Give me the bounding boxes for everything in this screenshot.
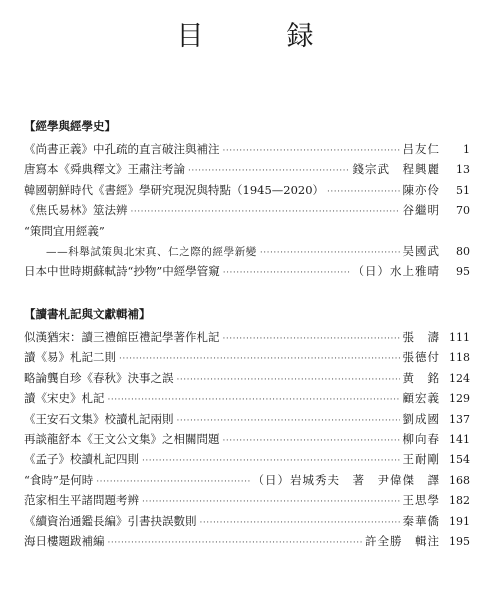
toc-section-notes [24, 305, 470, 551]
toc-entry-title: 《王安石文集》校讀札記兩則 [24, 411, 174, 426]
dot-leader [142, 492, 400, 510]
toc-entry-author: 秦華僑 [402, 513, 440, 528]
toc-entry[interactable] [24, 470, 470, 490]
dot-leader [142, 451, 400, 469]
toc-entry-title: 唐寫本《舜典釋文》王肅注考論 [24, 162, 185, 177]
toc-entry-title: 《尚書正義》中孔疏的直言破注與補注 [24, 142, 220, 156]
toc-entry-page-number: 129 [449, 392, 470, 406]
toc-entry-title: 略論龔自珍《春秋》決事之誤 [24, 370, 174, 385]
toc-entry[interactable] [24, 221, 470, 241]
toc-entry-title: 讀《易》札記二則 [24, 350, 116, 365]
toc-entry[interactable] [24, 159, 470, 179]
toc-entry[interactable] [24, 241, 470, 261]
toc-entry-title: 日本中世時期蘇軾詩“抄物”中經學管窺 [24, 264, 220, 279]
toc-entry-page-number: 118 [449, 351, 470, 365]
toc-entry-page-number: 70 [456, 204, 470, 218]
toc-entry-author: 王思學 [402, 493, 440, 508]
toc-entry[interactable] [24, 368, 470, 388]
toc-entry-page-number: 154 [449, 453, 470, 467]
toc-entry-author: 劉成國 [402, 411, 440, 426]
toc-entry[interactable] [24, 347, 470, 367]
toc-entry-author: 王耐剛 [402, 452, 440, 467]
dot-leader [188, 161, 350, 179]
dot-leader [177, 370, 400, 388]
toc-entry-page-number: 137 [449, 412, 470, 426]
toc-entry[interactable] [24, 139, 470, 159]
toc-entry-title: 讀《宋史》札記 [24, 391, 105, 406]
toc-entry-page-number: 195 [449, 534, 470, 548]
toc-entry-subtitle: ——科舉試策與北宋真、仁之際的經學新變 [46, 245, 257, 258]
toc-entry-title: 海日樓題跋補編 [24, 533, 105, 548]
toc-entry-author: （日）岩城秀夫 著 尹偉傑 譯 [252, 472, 440, 487]
toc-entry-page-number: 124 [449, 371, 470, 385]
toc-entry-page-number: 95 [456, 265, 470, 279]
toc-entry-author: 顧宏義 [402, 391, 440, 406]
dot-leader [223, 431, 400, 449]
toc-entry[interactable] [24, 327, 470, 347]
toc-entry-author: 許全勝 輯注 [365, 533, 440, 548]
toc-entry-page-number: 182 [449, 494, 470, 508]
toc-entry-title: 《孟子》校讀札記四則 [24, 452, 139, 467]
toc-entry[interactable] [24, 261, 470, 281]
toc-entry-author: 張德付 [402, 350, 440, 365]
toc-entry[interactable] [24, 409, 470, 429]
toc-entry-list [24, 327, 470, 551]
toc-entry-title: “策問宜用經義” [24, 223, 105, 238]
toc-entry[interactable] [24, 429, 470, 449]
dot-leader [131, 202, 400, 220]
toc-entry[interactable] [24, 449, 470, 469]
toc-entry-page-number: 1 [463, 143, 470, 156]
toc-entry[interactable] [24, 200, 470, 220]
toc-entry-author: 谷繼明 [402, 203, 440, 218]
toc-entry-title: 范家相生平諸問題考辨 [24, 493, 139, 508]
dot-leader [108, 533, 363, 551]
dot-leader [327, 182, 399, 200]
toc-entry-page-number: 111 [449, 331, 470, 344]
toc-entry-list [24, 139, 470, 282]
toc-entry-title: 《焦氏易林》筮法辨 [24, 203, 128, 218]
dot-leader [223, 141, 400, 159]
toc-entry-page-number: 191 [449, 514, 470, 528]
toc-entry[interactable] [24, 511, 470, 531]
dot-leader [223, 329, 400, 347]
dot-leader [108, 390, 400, 408]
toc-entry-author: 張 濤 [402, 330, 440, 344]
section-heading: 【經學與經學史】 [24, 119, 116, 133]
toc-entry-title: 《續資治通鑑長編》引書抉誤數則 [24, 513, 197, 528]
toc-entry[interactable] [24, 388, 470, 408]
toc-entry-title: 似漢猶宋：讀三禮館臣禮記學著作札記 [24, 330, 220, 344]
dot-leader [260, 243, 400, 261]
toc-entry-title: “食時”是何時 [24, 472, 94, 487]
dot-leader [223, 263, 350, 281]
toc-entry[interactable] [24, 490, 470, 510]
toc-entry-page-number: 13 [456, 163, 470, 177]
dot-leader [96, 472, 249, 490]
toc-entry-author: 柳向春 [402, 431, 440, 446]
toc-entry-page-number: 80 [456, 244, 470, 258]
toc-entry[interactable] [24, 531, 470, 551]
toc-entry-title: 再談龍舒本《王文公文集》之相關問題 [24, 431, 220, 446]
dot-leader [119, 349, 400, 367]
toc-entry[interactable] [24, 180, 470, 200]
page-title: 目 録 [176, 21, 342, 52]
toc-entry-author: 吴國武 [402, 243, 440, 258]
section-heading: 【讀書札記與文獻輯補】 [24, 307, 151, 321]
toc-section-classics [24, 117, 470, 282]
toc-entry-author: 黄 銘 [402, 370, 440, 385]
toc-entry-author: （日）水上雅晴 [352, 264, 440, 279]
toc-entry-title: 韓國朝鮮時代《書經》學研究現況與特點（1945—2020） [24, 182, 325, 197]
toc-entry-page-number: 51 [456, 183, 470, 197]
toc-entry-author: 錢宗武 程興麗 [352, 162, 440, 177]
toc-entry-author: 吕友仁 [402, 142, 440, 156]
dot-leader [177, 411, 400, 429]
toc-entry-author: 陳亦伶 [402, 182, 440, 197]
toc-entry-page-number: 168 [449, 473, 470, 487]
dot-leader [200, 513, 400, 531]
toc-entry-page-number: 141 [449, 432, 470, 446]
